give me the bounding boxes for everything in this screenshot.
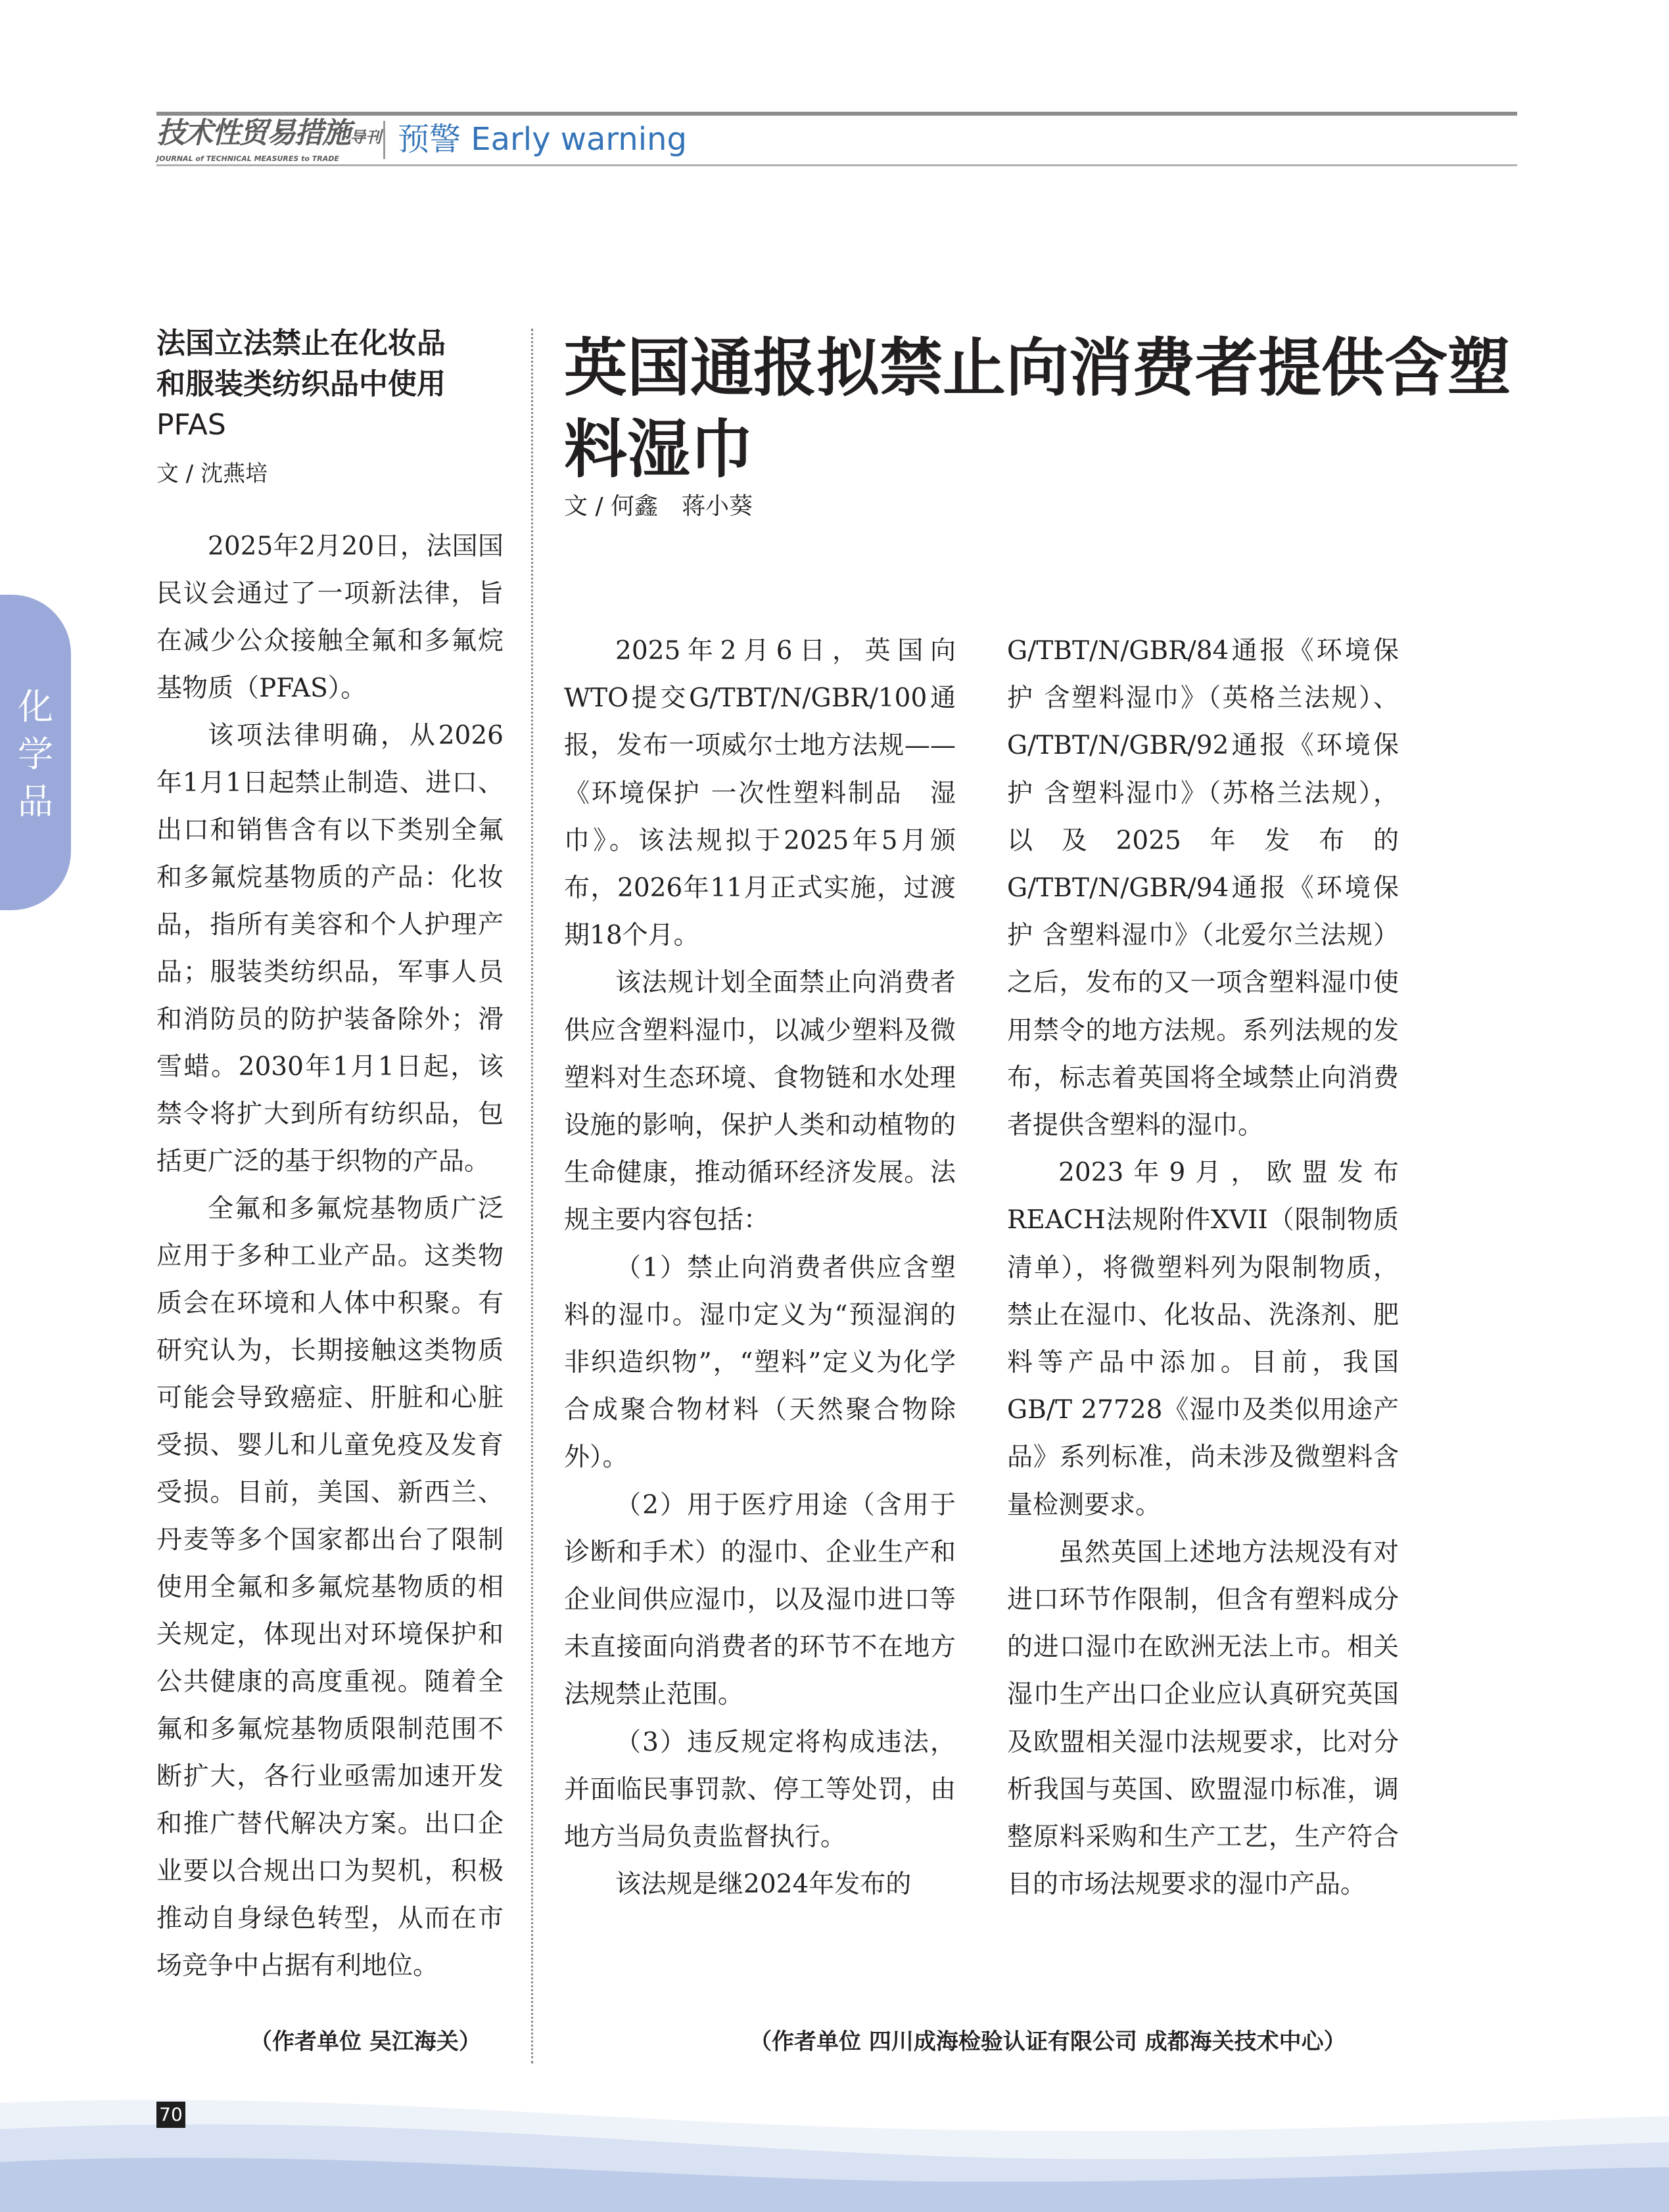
journal-name-en: JOURNAL of TECHNICAL MEASURES to TRADE <box>156 154 339 163</box>
category-label <box>0 683 71 825</box>
category-char: 化 <box>18 686 53 727</box>
main-paragraph: 2025年2月6日，英国向WTO提交G/TBT/N/GBR/100通报，发布一项威尔士地方法规——《环境保护 一次性塑料制品 湿巾》。该法规拟于2025年5月颁布，2026年11月正式实施，过渡期18个月。 <box>564 636 956 951</box>
left-paragraph: 全氟和多氟烷基物质广泛应用于多种工业产品。这类物质会在环境和人体中积聚。有研究认为，长期接触这类物质可能会导致癌症、肝脏和心脏受损、婴儿和儿童免疫及发育受损。目前，美国、新西兰、丹麦等多个国家都出台了限制使用全氟和多氟烷基物质的相关规定，体现出对环境保护和公共健康的高度重视。随着全氟和多氟烷基物质限制范围不断扩大，各行业亟需加速开发和推广替代解决方案。出口企业要以合规出口为契机，积极推动自身绿色转型，从而在市场竞争中占据有利地位。 <box>156 1194 504 1981</box>
left-article-author: 文 / 沈燕培 <box>156 461 268 487</box>
header-top-rule <box>156 112 1517 116</box>
main-paragraph: （3）违反规定将构成违法，并面临民事罚款、停工等处罚，由地方当局负责监督执行。 <box>564 1727 956 1853</box>
main-paragraph: 虽然英国上述地方法规没有对进口环节作限制，但含有塑料成分的进口湿巾在欧洲无法上市。相关湿巾生产出口企业应认真研究英国及欧盟相关湿巾法规要求，比对分析我国与英国、欧盟湿巾标准，调整原料采购和生产工艺，生产符合目的市场法规要求的湿巾产品。 <box>1007 1537 1399 1900</box>
journal-name-suffix: 导刊 <box>350 128 381 147</box>
left-article-body <box>156 523 504 1990</box>
left-paragraph: 2025年2月20日，法国国民议会通过了一项新法律，旨在减少公众接触全氟和多氟烷基物质（PFAS）。 <box>156 532 504 703</box>
footer-wave-decoration <box>0 2083 1669 2212</box>
category-char: 品 <box>18 781 53 822</box>
left-title-line: 和服装类纺织品中使用 <box>156 367 446 401</box>
journal-name-cn: 技术性贸易措施 <box>156 116 350 150</box>
main-paragraph: （1）禁止向消费者供应含塑料的湿巾。湿巾定义为“预湿润的非织造织物”，“塑料”定义为化学合成聚合物材料（天然聚合物除外）。 <box>564 1253 956 1473</box>
left-title-line: 法国立法禁止在化妆品 <box>156 327 446 360</box>
left-article-title <box>156 323 511 446</box>
category-char: 学 <box>18 733 53 775</box>
main-article-column-1 <box>564 628 956 1908</box>
main-paragraph: 该法规计划全面禁止向消费者供应含塑料湿巾，以减少塑料及微塑料对生态环境、食物链和水处理设施的影响，保护人类和动植物的生命健康，推动循环经济发展。法规主要内容包括： <box>564 968 956 1235</box>
main-article-author: 文 / 何鑫 蒋小葵 <box>564 493 753 520</box>
journal-logo <box>156 117 380 164</box>
main-article-credit: （作者单位 四川成海检验认证有限公司 成都海关技术中心） <box>749 2029 1346 2055</box>
column-divider <box>531 329 533 2063</box>
main-article-column-2 <box>1007 628 1399 1908</box>
left-title-line: PFAS <box>156 408 226 442</box>
page-number: 70 <box>156 2102 185 2128</box>
main-article-title: 英国通报拟禁止向消费者提供含塑料湿巾 <box>564 331 1511 486</box>
header-separator <box>383 121 385 159</box>
main-paragraph: 该法规是继2024年发布的 <box>615 1870 912 1900</box>
left-article-credit: （作者单位 吴江海关） <box>250 2029 481 2055</box>
left-paragraph: 该项法律明确，从2026年1月1日起禁止制造、进口、出口和销售含有以下类别全氟和多氟烷基物质的产品：化妆品，指所有美容和个人护理产品；服装类纺织品，军事人员和消防员的防护装备除外；滑雪蜡。2030年1月1日起，该禁令将扩大到所有纺织品，包括更广泛的基于织物的产品。 <box>156 721 504 1176</box>
header-bottom-rule <box>156 164 1517 166</box>
main-paragraph: G/TBT/N/GBR/84通报《环境保护 含塑料湿巾》（英格兰法规）、G/TBT/N/GBR/92通报《环境保护 含塑料湿巾》（苏格兰法规），以及2025年发布的G/TBT/N/GBR/94通报《环境保护 含塑料湿巾》（北爱尔兰法规）之后，发布的又一项含塑料湿巾使用禁令的地方法规。系列法规的发布，标志着英国将全域禁止向消费者提供含塑料的湿巾。 <box>1007 636 1399 1141</box>
main-paragraph: 2023年9月，欧盟发布REACH法规附件XVII（限制物质清单），将微塑料列为限制物质，禁止在湿巾、化妆品、洗涤剂、肥料等产品中添加。目前，我国GB/T 27728《湿巾及类似用途产品》系列标准，尚未涉及微塑料含量检测要求。 <box>1007 1158 1399 1520</box>
main-paragraph: （2）用于医疗用途（含用于诊断和手术）的湿巾、企业生产和企业间供应湿巾，以及湿巾进口等未直接面向消费者的环节不在地方法规禁止范围。 <box>564 1490 956 1710</box>
section-title: 预警 Early warning <box>398 121 687 158</box>
